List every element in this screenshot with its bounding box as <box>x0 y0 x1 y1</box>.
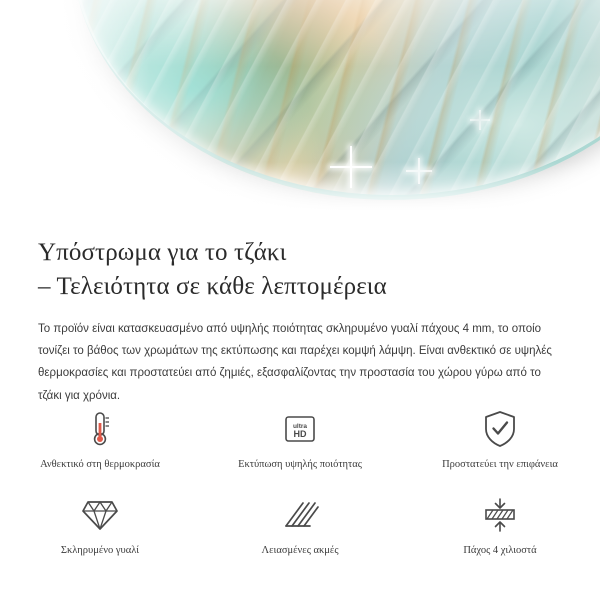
headline-line-2: – Τελειότητα σε κάθε λεπτομέρεια <box>38 272 387 300</box>
feature-label: Προστατεύει την επιφάνεια <box>442 459 558 470</box>
feature-item-surface-protection <box>400 400 600 472</box>
shield-check-icon <box>481 406 519 452</box>
svg-text:HD: HD <box>293 429 307 439</box>
feature-label: Πάχος 4 χιλιοστά <box>463 544 537 556</box>
hero-fade-bottom <box>0 162 600 222</box>
hero-image <box>0 0 600 222</box>
thickness-4mm-icon <box>480 492 520 538</box>
feature-item-temperature <box>0 400 200 472</box>
feature-label: Ανθεκτικό στη θερμοκρασία <box>40 459 160 470</box>
feature-label: Σκληρυμένο γυαλί <box>60 544 140 556</box>
feature-item-print-quality <box>200 400 400 472</box>
feature-label: Λειασμένες ακμές <box>261 544 339 556</box>
description-paragraph: Το προϊόν είναι κατασκευασμένο από υψηλής ποιότητας σκληρυμένο γυαλί πάχους 4 mm, το οποίο τονίζει το βάθος των χρωμάτων της εκτύπωσης και παρέχει κομψή λάμψη. Είναι ανθεκτικό σε υψηλές θερμοκρασίες και προστατεύει από ζημιές, εξασφαλίζοντας την προστασία του χώρου γύρω από το τζάκι για χρόνια. <box>38 322 552 402</box>
feature-item-tempered-glass <box>0 486 200 558</box>
feature-grid <box>0 400 600 557</box>
diamond-icon <box>80 492 120 538</box>
feature-item-thickness <box>400 486 600 558</box>
content-block <box>0 222 600 407</box>
feature-label: Εκτύπωση υψηλής ποιότητας <box>238 459 362 470</box>
thermometer-icon <box>83 406 117 452</box>
page-title <box>0 222 600 304</box>
polished-edges-icon <box>280 492 320 538</box>
ultra-hd-icon <box>280 406 320 452</box>
svg-text:ultra: ultra <box>292 423 308 430</box>
headline-line-1: Υπόστρωμα για το τζάκι <box>38 239 287 266</box>
feature-item-polished-edges <box>200 486 400 558</box>
